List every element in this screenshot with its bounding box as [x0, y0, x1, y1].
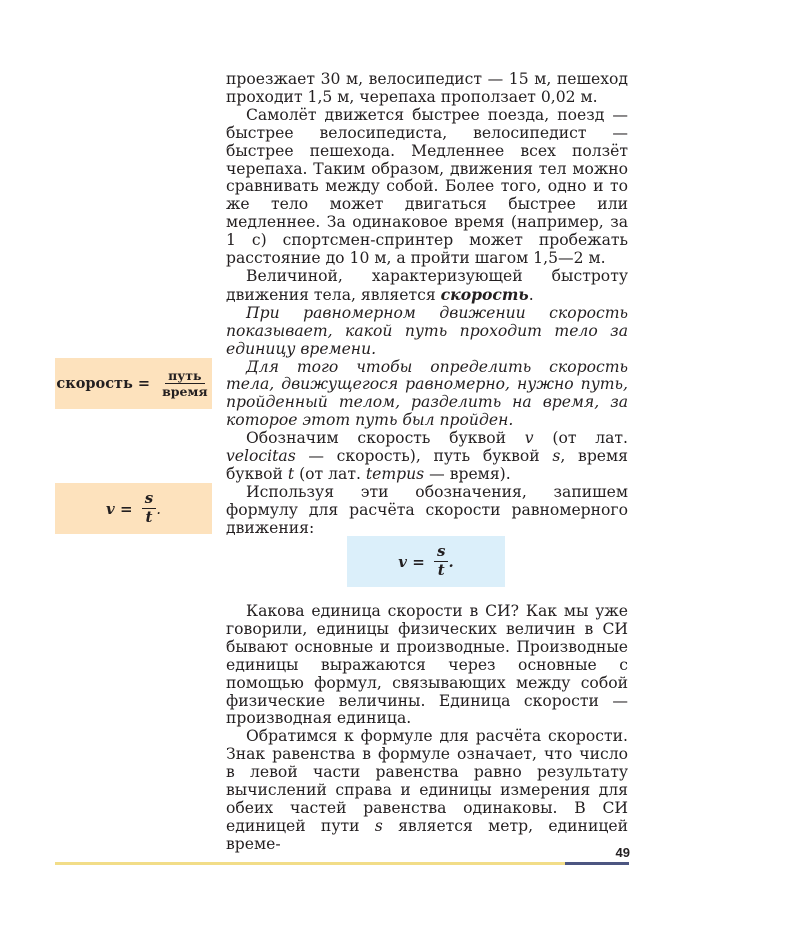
paragraph-formula-intro: Используя эти обозначения, запишем формулу для расчёта скорости равномерного движения: — [226, 482, 628, 537]
notation-text: Обозначим скорость буквой — [246, 429, 525, 448]
paragraph-3 — [226, 268, 628, 305]
side-formula-symbols-box — [55, 483, 212, 534]
side-formula-words-box — [55, 358, 212, 409]
paragraph-notation — [226, 430, 628, 484]
paragraph-si-unit: Какова единица скорости в СИ? Как мы уже говорили, единицы физических величин в СИ бывают основные и производные. Производные единицы выражаются через основные с помощью формул, связывающих между собой физические величины. Единица скорости — производная единица. — [226, 602, 628, 728]
side-formula-words-lhs: скорость = — [56, 375, 156, 392]
footer-rule-blue — [565, 862, 629, 865]
latin-velocitas: velocitas — [226, 447, 296, 466]
rule-speed: Для того чтобы определить скорость тела, движущегося равномерно, нужно путь, пройденный телом, разделить на время, за которое этот путь был пройден. — [226, 357, 628, 430]
paragraph-formula-units-end: является метр, единицей време- — [226, 816, 628, 853]
paragraph-formula-units — [226, 728, 628, 853]
paragraph-2: Самолёт движется быстрее поезда, поезд — быстрее велосипедиста, велосипедист — быстрее пешехода. Медленнее всех ползёт черепаха. Таким образом, движения тел можно сравнивать между собой. Более того, одно и то же тело может двигаться быстрее или медленнее. За одинаковое время (например, за 1 с) спортсмен-спринтер может пробежать расстояние до 10 м, а пройти шагом 1,5—2 м. — [226, 105, 628, 268]
symbol-v: v — [524, 429, 534, 448]
symbol-s: s — [374, 816, 383, 835]
notation-text: — время). — [424, 464, 511, 483]
symbol-s: s — [552, 447, 561, 466]
term-speed: скорость — [440, 284, 529, 304]
notation-text: — скорость), путь буквой — [295, 447, 553, 466]
footer-rule-yellow — [55, 862, 565, 865]
paragraph-3-text: Величиной, характеризующей быстроту движения тела, является — [226, 266, 628, 304]
paragraph-3-end: . — [528, 285, 534, 304]
text-column-bottom — [226, 603, 628, 854]
notation-text: , время буквой — [226, 447, 629, 483]
formula-lhs: v = — [398, 552, 431, 571]
page-number: 49 — [615, 845, 630, 860]
main-formula-box — [347, 536, 505, 587]
formula-period: . — [448, 552, 454, 571]
latin-tempus: tempus — [365, 464, 425, 483]
symbol-t: t — [287, 464, 295, 483]
side-formula-words-denominator: время — [162, 384, 208, 399]
text-column-top — [226, 71, 628, 538]
side-formula-symbols-lhs: v = — [106, 499, 138, 518]
side-formula-symbols-numerator: s — [142, 491, 156, 509]
paragraph-1: проезжает 30 м, велосипедист — 15 м, пешеход проходит 1,5 м, черепаха проползает 0,02 м. — [226, 70, 628, 106]
definition-speed: При равномерном движении скорость показывает, какой путь проходит тело за единицу времени. — [226, 303, 628, 358]
side-formula-words-numerator: путь — [165, 369, 204, 384]
side-formula-words-fraction — [159, 369, 210, 398]
paragraph-formula-units-text: Обратимся к формуле для расчёта скорости. Знак равенства в формуле означает, что число в левой части равенства равно результату вычислений справа и единицы измерения для обеих частей равенства одинаковы. В СИ единицей пути — [226, 727, 628, 835]
side-formula-symbols-denominator: t — [145, 508, 153, 526]
side-formula-symbols-fraction — [142, 491, 156, 526]
side-formula-symbols-period: . — [156, 499, 161, 518]
formula-fraction — [434, 544, 448, 579]
formula-numerator: s — [434, 544, 448, 562]
formula-denominator: t — [437, 561, 445, 579]
notation-text: (от лат. — [533, 429, 628, 448]
notation-text: (от лат. — [294, 464, 366, 483]
